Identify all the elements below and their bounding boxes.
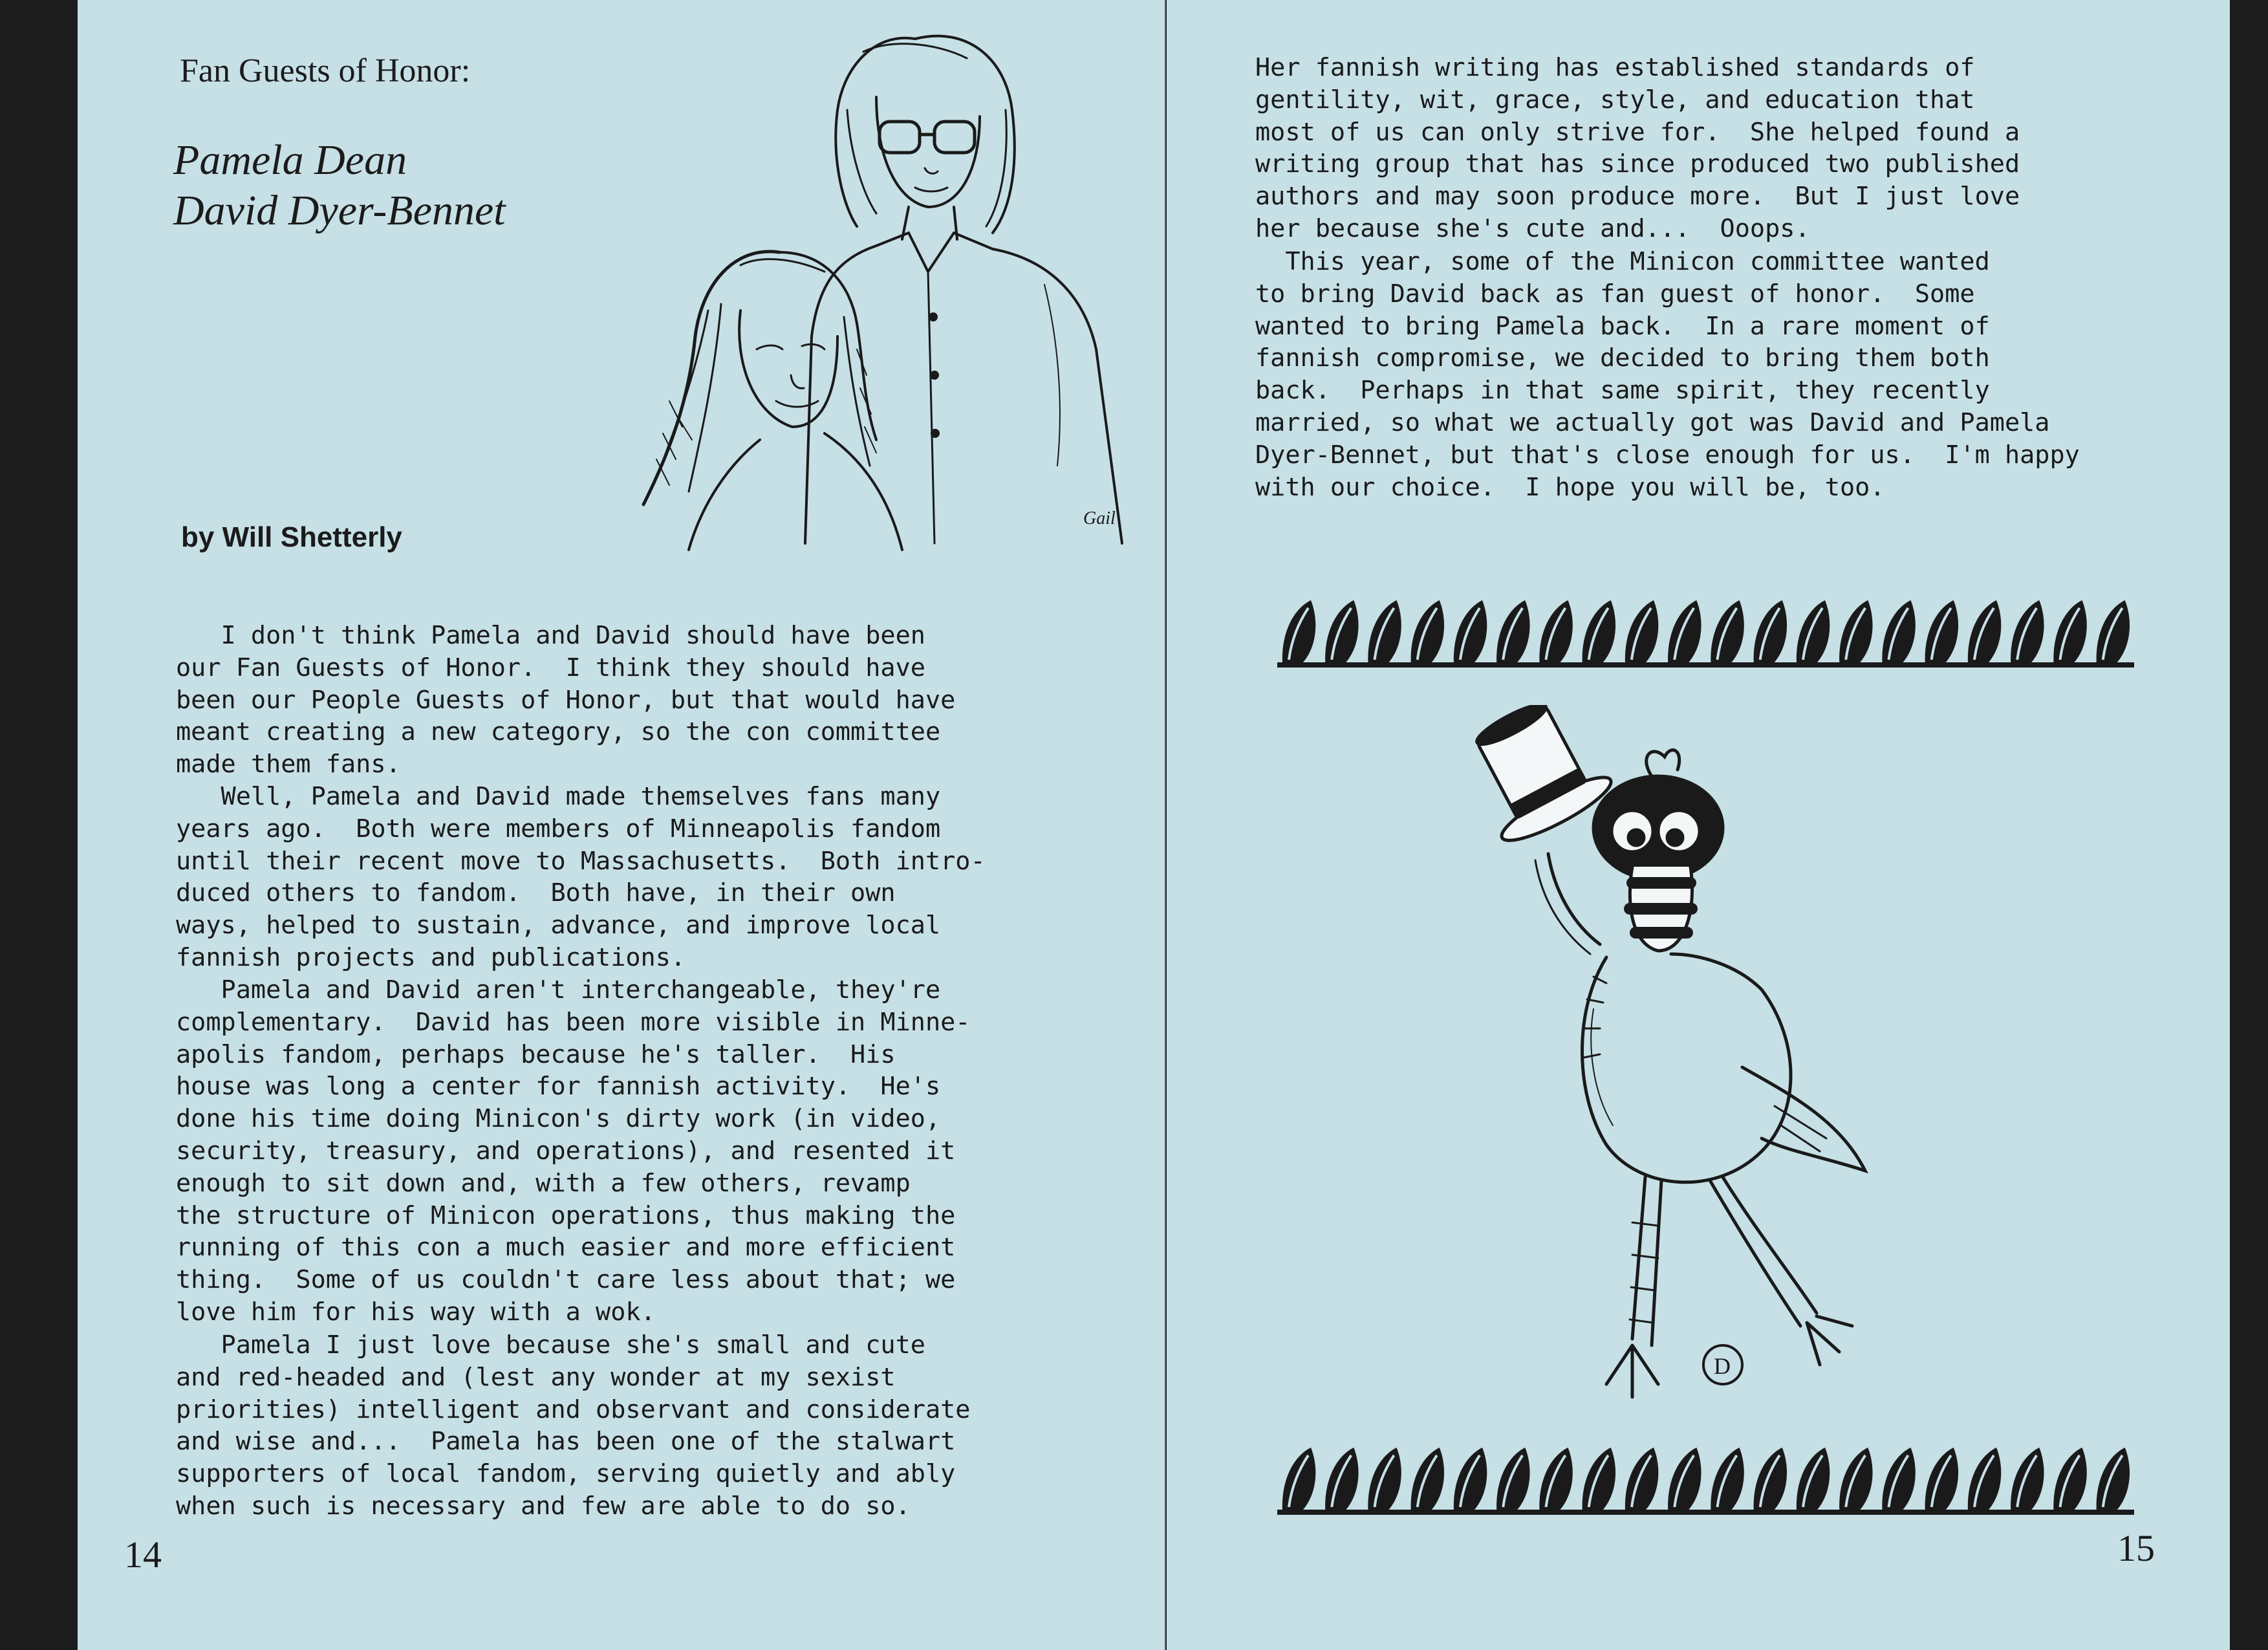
leaf-ornament-icon: [1539, 600, 1572, 663]
leaf-ornament-icon: [1496, 600, 1529, 663]
paragraph-1: I don't think Pamela and David should have been our Fan Guests of Honor. I think they should have been our People Guests of Honor, but that would have meant creating a new category, so the con committee made them fans.: [176, 621, 956, 779]
leaf-ornament-icon: [1882, 600, 1915, 663]
leaf-ornament-icon: [1625, 1448, 1658, 1510]
bird-signature: D: [1714, 1353, 1731, 1379]
leaf-ornament-icon: [1925, 1448, 1958, 1510]
leaf-ornament-icon: [1754, 1448, 1787, 1510]
leaf-ornament-icon: [1368, 600, 1401, 663]
leaf-ornament-icon: [1668, 1448, 1701, 1510]
top-hat-bird-illustration: [1438, 705, 1930, 1436]
leaf-ornament-icon: [1968, 1448, 2001, 1510]
right-page: [1167, 0, 2230, 1650]
leaf-ornament-icon: [1839, 1448, 1872, 1510]
leaf-ornament-icon: [1325, 600, 1358, 663]
leaf-ornament-icon: [1582, 1448, 1615, 1510]
guest-name-pamela: Pamela Dean: [173, 136, 407, 184]
leaf-ornament-icon: [1754, 600, 1787, 663]
leaf-ornament-icon: [1668, 600, 1701, 663]
paragraph-5: Her fannish writing has established standards of gentility, wit, grace, style, and education that most of us can only strive for. She helped found a writing group that has since produced two published authors and may soon produce more. But I just love her because she's cute and... Ooops.: [1255, 53, 2020, 243]
show-through-texture: [1231, 466, 1258, 1015]
leaf-ornament-icon: [1368, 1448, 1401, 1510]
leaf-ornament-icon: [1882, 1448, 1915, 1510]
portrait-illustration: [631, 13, 1161, 563]
section-label: Fan Guests of Honor:: [180, 52, 471, 89]
leaf-ornament-icon: [2097, 600, 2130, 663]
leaf-border-top: [1277, 595, 2134, 673]
leaf-ornament-icon: [1411, 1448, 1444, 1510]
leaf-ornament-icon: [1454, 1448, 1487, 1510]
leaf-ornament-icon: [2053, 1448, 2086, 1510]
portrait-signature: Gail: [1083, 508, 1116, 528]
leaf-ornament-icon: [1925, 600, 1958, 663]
leaf-ornament-icon: [1325, 1448, 1358, 1510]
byline: by Will Shetterly: [181, 521, 402, 553]
leaf-ornament-icon: [1625, 600, 1658, 663]
page-number-right: 15: [2117, 1527, 2155, 1569]
leaf-ornament-icon: [2053, 600, 2086, 663]
leaf-ornament-icon: [1454, 600, 1487, 663]
leaf-ornament-icon: [1968, 600, 2001, 663]
leaf-ornament-icon: [1797, 1448, 1830, 1510]
paragraph-4: Pamela I just love because she's small and cute and red-headed and (lest any wonder at my sexist priorities) intelligent and observant and considerate and wise and... Pamela has been one of the stalwart supporters of local fandom, serving quietly and ably when such is necessary and few are able to do so.: [176, 1330, 971, 1521]
leaf-ornament-icon: [1539, 1448, 1572, 1510]
leaf-ornament-icon: [1711, 600, 1744, 663]
paragraph-3: Pamela and David aren't interchangeable, they're complementary. David has been more visible in Minne- apolis fandom, perhaps because he's taller. His house was long a center for fannish activity. He's done his time doing Minicon's dirty work (in video, security, treasury, and operations), and resented it enough to sit down and, with a few others, revamp the structure of Minicon operations, thus making the running of this con a much easier and more efficient thing. Some of us couldn't care less about that; we love him for his way with a wok.: [176, 975, 971, 1327]
leaf-ornament-icon: [2097, 1448, 2130, 1510]
guest-name-david: David Dyer-Bennet: [173, 187, 506, 234]
left-page: [78, 0, 1165, 1650]
leaf-ornament-icon: [2011, 1448, 2044, 1510]
leaf-border-bottom: [1277, 1442, 2134, 1520]
leaf-ornament-icon: [1282, 600, 1315, 663]
leaf-ornament-icon: [1839, 600, 1872, 663]
paragraph-6: This year, some of the Minicon committee wanted to bring David back as fan guest of honor. Some wanted to bring Pamela back. In a rare moment of fannish compromise, we decided to bring them both back. Perhaps in that same spirit, they recently married, so what we actually got was David and Pamela Dyer-Bennet, but that's close enough for us. I'm happy with our choice. I hope you will be, too.: [1255, 247, 2080, 502]
leaf-ornament-icon: [1797, 600, 1830, 663]
leaf-ornament-icon: [1282, 1448, 1315, 1510]
leaf-ornament-icon: [1711, 1448, 1744, 1510]
leaf-ornament-icon: [1496, 1448, 1529, 1510]
paragraph-2: Well, Pamela and David made themselves fans many years ago. Both were members of Minneapolis fandom until their recent move to Massachusetts. Both intro- duced others to fandom. Both have, in their own ways, helped to sustain, advance, and improve local fannish projects and publications.: [176, 782, 986, 972]
page-number-left: 14: [124, 1534, 162, 1576]
leaf-ornament-icon: [1582, 600, 1615, 663]
leaf-ornament-icon: [1411, 600, 1444, 663]
leaf-ornament-icon: [2011, 600, 2044, 663]
